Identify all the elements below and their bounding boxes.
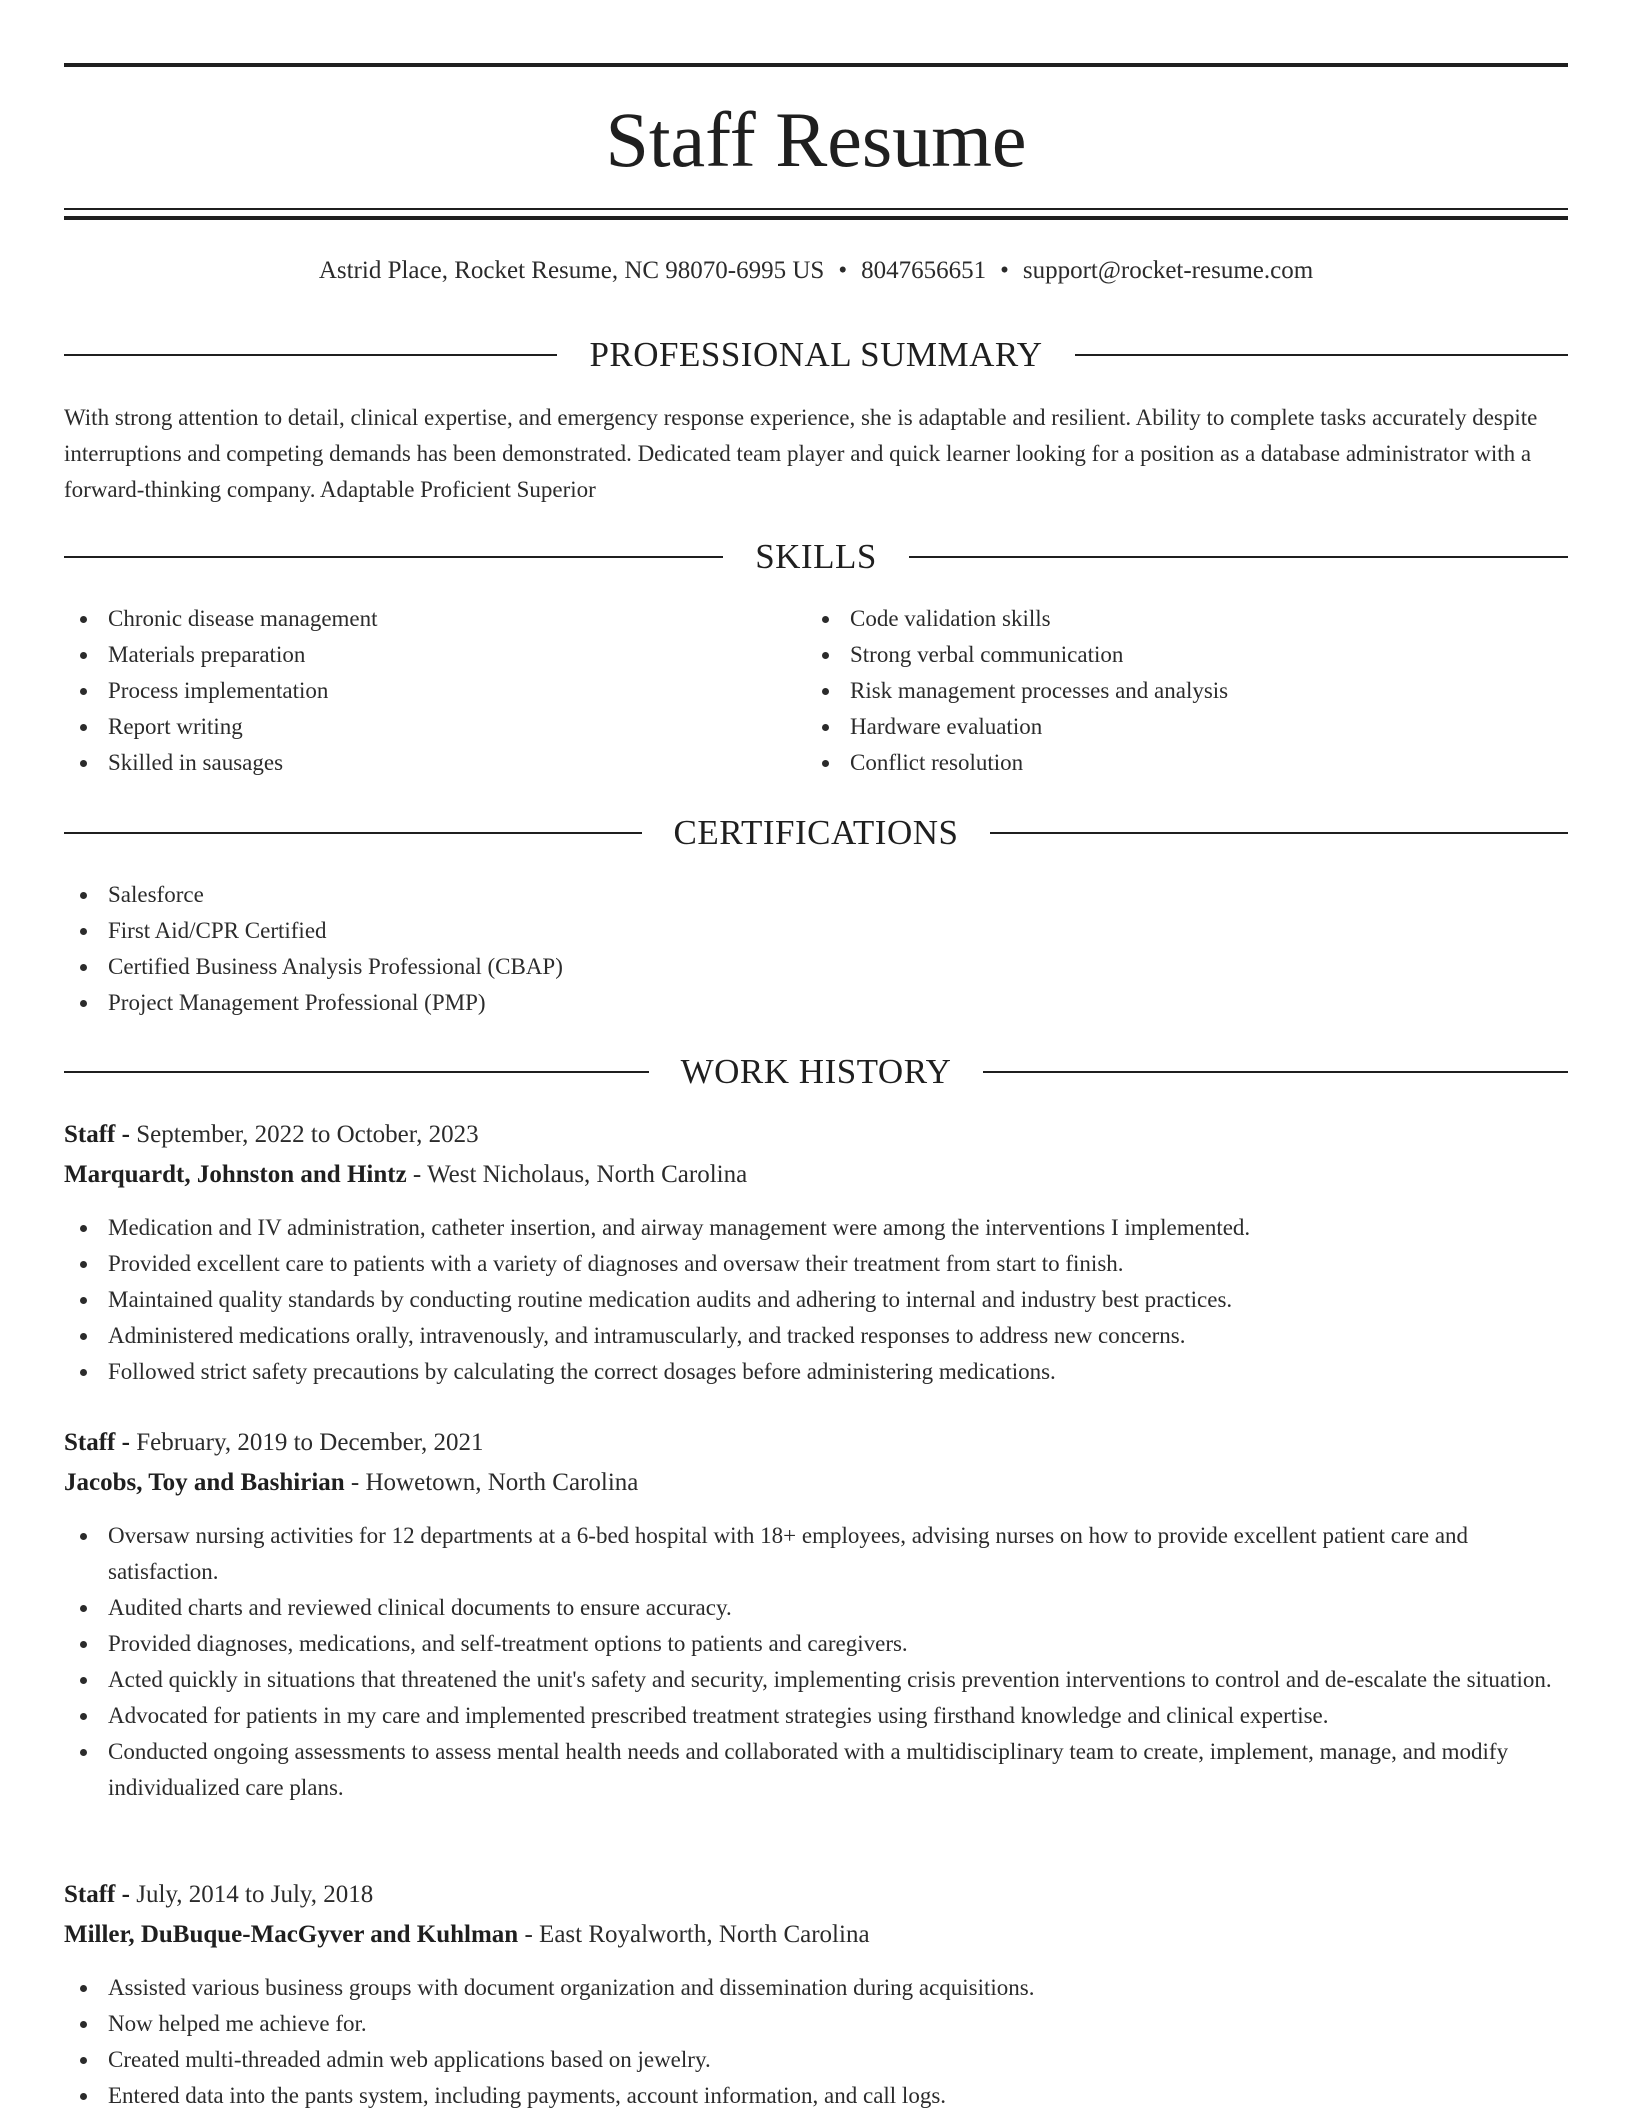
job-bullet: Administered medications orally, intravenously, and intramuscularly, and tracked responses to address new concerns. bbox=[64, 1318, 1568, 1354]
job-company: Jacobs, Toy and Bashirian bbox=[64, 1469, 345, 1496]
job-location: West Nicholaus, North Carolina bbox=[427, 1161, 748, 1188]
certification-item: Certified Business Analysis Professional (CBAP) bbox=[64, 949, 1568, 985]
header-top-rule bbox=[64, 63, 1568, 67]
job-separator: - bbox=[350, 1469, 360, 1496]
skill-item: Report writing bbox=[64, 709, 804, 745]
skill-item: Process implementation bbox=[64, 673, 804, 709]
job-separator: - bbox=[121, 1881, 130, 1908]
job-bullet: Assisted various business groups with document organization and dissemination during acquisitions. bbox=[64, 1970, 1568, 2006]
job-bullet: Medication and IV administration, catheter insertion, and airway management were among the interventions I implemented. bbox=[64, 1210, 1568, 1246]
skill-item: Chronic disease management bbox=[64, 601, 804, 637]
job-bullet: Audited charts and reviewed clinical documents to ensure accuracy. bbox=[64, 1590, 1568, 1626]
summary-text: With strong attention to detail, clinical expertise, and emergency response experience, she is adaptable and resilient. Ability to complete tasks accurately despite interruptions and competing demands has been demonstrated. Dedicated team player and quick learner looking for a position as a database administrator with a forward-thinking company. Adaptable Proficient Superior bbox=[64, 405, 1538, 502]
section-title: CERTIFICATIONS bbox=[673, 813, 959, 852]
job-separator: - bbox=[121, 1429, 130, 1456]
contact-line bbox=[64, 253, 1568, 289]
job-bullet: Provided excellent care to patients with a variety of diagnoses and oversaw their treatment from start to finish. bbox=[64, 1246, 1568, 1282]
job-company: Miller, DuBuque-MacGyver and Kuhlman bbox=[64, 1921, 519, 1948]
contact-address: Astrid Place, Rocket Resume, NC 98070-6995 US bbox=[318, 257, 825, 284]
heading-rule bbox=[64, 556, 723, 558]
heading-rule bbox=[64, 1071, 649, 1073]
job-bullet: Advocated for patients in my care and implemented prescribed treatment strategies using firsthand knowledge and clinical expertise. bbox=[64, 1698, 1568, 1734]
job-company-line bbox=[64, 1157, 1568, 1193]
job-bullet: Created multi-threaded admin web applications based on jewelry. bbox=[64, 2042, 1568, 2078]
heading-rule bbox=[983, 1071, 1568, 1073]
certification-item: Project Management Professional (PMP) bbox=[64, 985, 1568, 1021]
header-rule-thin bbox=[64, 208, 1568, 210]
certifications-list bbox=[64, 877, 1568, 1021]
job-bullets bbox=[64, 1970, 1568, 2114]
heading-rule bbox=[909, 556, 1568, 558]
section-heading-certifications bbox=[64, 811, 1568, 855]
contact-separator: • bbox=[838, 257, 848, 284]
job-bullets bbox=[64, 1210, 1568, 1390]
skill-item: Code validation skills bbox=[806, 601, 1566, 637]
job-separator: - bbox=[412, 1161, 422, 1188]
section-title: PROFESSIONAL SUMMARY bbox=[589, 335, 1043, 374]
heading-rule bbox=[64, 354, 557, 356]
job-bullet: Followed strict safety precautions by calculating the correct dosages before administering medications. bbox=[64, 1354, 1568, 1390]
resume-title: Staff Resume bbox=[605, 96, 1027, 183]
job-dates: July, 2014 to July, 2018 bbox=[136, 1881, 374, 1908]
contact-phone: 8047656651 bbox=[861, 257, 987, 284]
contact-email: support@rocket-resume.com bbox=[1022, 257, 1314, 284]
job-location: Howetown, North Carolina bbox=[365, 1469, 639, 1496]
job-bullet: Now helped me achieve for. bbox=[64, 2006, 1568, 2042]
job-bullet: Conducted ongoing assessments to assess mental health needs and collaborated with a multidisciplinary team to create, implement, manage, and modify individualized care plans. bbox=[64, 1734, 1568, 1806]
job-title-line bbox=[64, 1425, 1568, 1461]
job-bullet: Provided diagnoses, medications, and self-treatment options to patients and caregivers. bbox=[64, 1626, 1568, 1662]
job-bullet: Oversaw nursing activities for 12 departments at a 6-bed hospital with 18+ employees, advising nurses on how to provide excellent patient care and satisfaction. bbox=[64, 1518, 1568, 1590]
contact-separator: • bbox=[1000, 257, 1009, 284]
job-company: Marquardt, Johnston and Hintz bbox=[64, 1161, 407, 1188]
section-heading-skills bbox=[64, 535, 1568, 579]
job-company-line bbox=[64, 1465, 1568, 1501]
job-title: Staff bbox=[64, 1121, 116, 1148]
job-bullet: Maintained quality standards by conducting routine medication audits and adhering to internal and industry best practices. bbox=[64, 1282, 1568, 1318]
skill-item: Strong verbal communication bbox=[806, 637, 1566, 673]
heading-rule bbox=[64, 832, 642, 834]
job-title-line bbox=[64, 1877, 1568, 1913]
skill-item: Materials preparation bbox=[64, 637, 804, 673]
section-title: WORK HISTORY bbox=[680, 1052, 952, 1091]
job-bullets bbox=[64, 1518, 1568, 1806]
skill-item: Skilled in sausages bbox=[64, 745, 804, 781]
section-heading-summary bbox=[64, 333, 1568, 377]
certification-item: Salesforce bbox=[64, 877, 1568, 913]
job-dates: September, 2022 to October, 2023 bbox=[136, 1121, 479, 1148]
job-title: Staff bbox=[64, 1881, 116, 1908]
heading-rule bbox=[1075, 354, 1568, 356]
header-rule-thick bbox=[64, 216, 1568, 220]
skill-item: Risk management processes and analysis bbox=[806, 673, 1566, 709]
job-bullet: Entered data into the pants system, including payments, account information, and call logs. bbox=[64, 2078, 1568, 2114]
job-title: Staff bbox=[64, 1429, 116, 1456]
certification-item: First Aid/CPR Certified bbox=[64, 913, 1568, 949]
section-heading-work-history bbox=[64, 1050, 1568, 1094]
job-bullet: Acted quickly in situations that threatened the unit's safety and security, implementing crisis prevention interventions to control and de-escalate the situation. bbox=[64, 1662, 1568, 1698]
job-dates: February, 2019 to December, 2021 bbox=[136, 1429, 484, 1456]
job-company-line bbox=[64, 1917, 1568, 1953]
job-title-line bbox=[64, 1117, 1568, 1153]
job-separator: - bbox=[121, 1121, 130, 1148]
skills-list-left bbox=[64, 601, 804, 781]
skill-item: Conflict resolution bbox=[806, 745, 1566, 781]
job-separator: - bbox=[524, 1921, 533, 1948]
skills-list-right bbox=[806, 601, 1566, 781]
heading-rule bbox=[990, 832, 1568, 834]
section-title: SKILLS bbox=[755, 537, 877, 576]
job-location: East Royalworth, North Carolina bbox=[539, 1921, 870, 1948]
skill-item: Hardware evaluation bbox=[806, 709, 1566, 745]
